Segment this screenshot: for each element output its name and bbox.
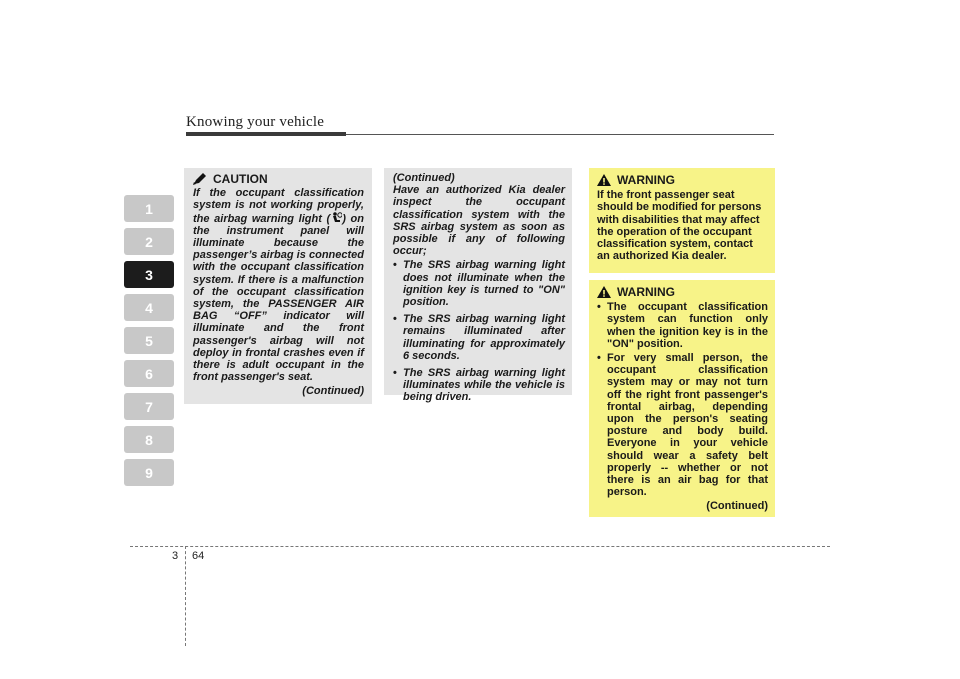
warning-2-list [597,301,768,498]
warning-box-2 [589,280,775,517]
list-item: • For very small person, the occupant classification system may or may not turn off the right front passenger's frontal airbag, depending upon the person's seating posture and body build. Everyone in your vehicle should wear a safety belt properly -- whether or not there is an air bag for that person. [597,352,768,498]
warning-heading [597,174,768,186]
list-item: • The SRS airbag warning light illuminates while the vehicle is being driven. [393,367,565,404]
page-chapter-number: 3 [172,550,179,562]
chapter-tabs [124,195,174,492]
pencil-icon [193,173,207,185]
chapter-tab-2[interactable]: 2 [124,228,174,255]
warning-heading-label: WARNING [617,173,675,187]
footer-rule [130,546,830,547]
caution-body [193,187,364,383]
warning-heading-label: WARNING [617,285,675,299]
warning-triangle-icon [597,286,611,298]
continued-box [384,168,572,404]
chapter-tab-5[interactable]: 5 [124,327,174,354]
header-accent-bar [186,132,346,136]
footer-vertical-rule [185,546,186,646]
page-header-title: Knowing your vehicle [186,114,325,130]
continued-intro: Have an authorized Kia dealer inspect the occupant classification system with the SRS airbag system as soon as possible if any of following occur; [393,184,565,258]
chapter-tab-8[interactable]: 8 [124,426,174,453]
chapter-tab-7[interactable]: 7 [124,393,174,420]
chapter-tab-1[interactable]: 1 [124,195,174,222]
airbag-warning-light-icon [330,212,342,223]
chapter-tab-4[interactable]: 4 [124,294,174,321]
caution-heading-label: CAUTION [213,172,268,186]
header-rule [346,134,774,135]
page-number: 64 [192,550,205,562]
warning-triangle-icon [597,174,611,186]
caution-box [184,168,372,404]
list-item: • The SRS airbag warning light remains illuminated after illuminating for approximately 6 seconds. [393,313,565,362]
caution-heading [193,173,364,185]
warning-2-continued: (Continued) [706,500,768,513]
list-item: • The SRS airbag warning light does not illuminate when the ignition key is turned to "ON" position. [393,259,565,308]
list-item: • The occupant classification system can function only when the ignition key is in the "ON" position. [597,301,768,350]
continued-label: (Continued) [393,172,455,184]
caution-body-part1: If the occupant classification system is not working properly, the airbag warning light ( [193,187,364,225]
chapter-tab-3[interactable]: 3 [124,261,174,288]
caution-body-part2: ) on the instrument panel will illuminate because the passenger’s airbag is connected with the occupant classification system. If there is a malfunction of the occupant classification system, the PASSENGER AIR BAG “OFF” indicator will illuminate and the front passenger's airbag will not deploy in frontal crashes even if there is adult occupant in the front passenger's seat. [193,212,364,384]
warning-box-1 [589,168,775,273]
warning-heading [597,286,768,298]
warning-1-body: If the front passenger seat should be modified for persons with disabilities that may affect the operation of the occupant classification system, contact an authorized Kia dealer. [597,189,762,263]
chapter-tab-9[interactable]: 9 [124,459,174,486]
continued-list [393,259,565,403]
chapter-tab-6[interactable]: 6 [124,360,174,387]
caution-continued: (Continued) [302,385,364,398]
